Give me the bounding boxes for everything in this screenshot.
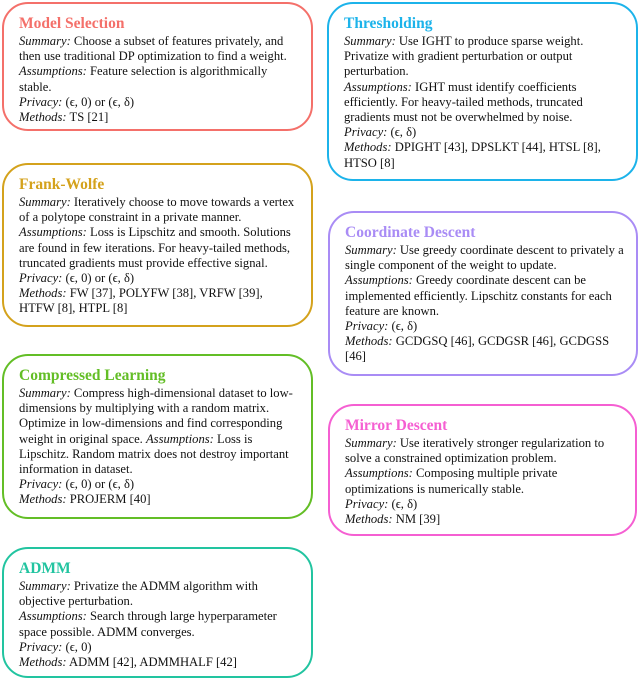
summary-text: Iteratively choose to move towards a vertex of a polytope constraint in a private manner. — [19, 195, 295, 225]
assumptions-text: Loss is Lipschitz. Random matrix does not destroy important information in dataset. — [19, 431, 289, 477]
model-selection-box — [2, 2, 313, 131]
box-title: Mirror Descent — [345, 417, 448, 434]
methods-label: Methods: — [19, 655, 67, 670]
box-title: Frank-Wolfe — [19, 176, 105, 193]
privacy-label: Privacy: — [345, 319, 389, 334]
admm-box — [2, 547, 313, 678]
frank-wolfe-box — [2, 163, 313, 327]
methods-text: NM [39] — [395, 512, 441, 527]
assumptions-text: IGHT must identify coefficients efficiently. For heavy-tailed methods, truncated gradients must not be overwhelmed by noise. — [344, 79, 583, 125]
methods-label: Methods: — [345, 512, 393, 527]
privacy-text: (ϵ, 0) or (ϵ, δ) — [65, 477, 135, 492]
box-title: Compressed Learning — [19, 367, 166, 384]
box-title: Thresholding — [344, 15, 433, 32]
privacy-label: Privacy: — [19, 271, 63, 286]
assumptions-label: Assumptions: — [145, 431, 214, 446]
privacy-text: (ϵ, 0) or (ϵ, δ) — [65, 271, 135, 286]
methods-text: GCDGSQ [46], GCDGSR [46], GCDGSS [46] — [345, 334, 610, 364]
privacy-label: Privacy: — [19, 477, 63, 492]
assumptions-label: Assumptions: — [344, 79, 412, 94]
summary-text: Privatize the ADMM algorithm with objective perturbation. — [19, 579, 258, 609]
methods-text: TS [21] — [69, 110, 109, 125]
summary-label: Summary: — [344, 34, 396, 48]
box-title: Coordinate Descent — [345, 224, 476, 241]
summary-text: Use greedy coordinate descent to privately a single component of the weight to update. — [345, 243, 624, 273]
methods-label: Methods: — [19, 492, 67, 507]
summary-label: Summary: — [19, 34, 71, 48]
methods-label: Methods: — [19, 110, 67, 125]
assumptions-text: Loss is Lipschitz and smooth. Solutions are found in few iterations. For heavy-tailed methods, truncated gradients must provide effective signal. — [19, 225, 291, 270]
summary-text: Compress high-dimensional dataset to low-dimensions by multiplying with a random matrix. Optimize in low-dimensions and find corresponding weight in original space. — [19, 386, 293, 446]
assumptions-label: Assumptions: — [19, 64, 87, 79]
methods-text: ADMM [42], ADMMHALF [42] — [69, 655, 237, 670]
assumptions-label: Assumptions: — [345, 273, 413, 288]
methods-label: Methods: — [344, 140, 392, 155]
assumptions-text: Composing multiple private optimizations is numerically stable. — [345, 466, 558, 496]
assumptions-text: Greedy coordinate descent can be implemented efficiently. Lipschitz constants for each feature are known. — [345, 273, 612, 318]
assumptions-label: Assumptions: — [345, 466, 413, 481]
methods-text: FW [37], POLYFW [38], VRFW [39], HTFW [8], HTPL [8] — [19, 286, 263, 316]
mirror-descent-box — [328, 404, 637, 536]
summary-text: Choose a subset of features privately, and then use traditional DP optimization to find a weight. — [19, 34, 287, 64]
methods-label: Methods: — [19, 286, 67, 301]
box-title: Model Selection — [19, 15, 125, 32]
assumptions-text: Search through large hyperparameter space possible. ADMM converges. — [19, 609, 277, 639]
privacy-label: Privacy: — [345, 496, 389, 511]
privacy-text: (ϵ, 0) or (ϵ, δ) — [65, 94, 135, 109]
privacy-text: (ϵ, δ) — [391, 496, 418, 511]
summary-label: Summary: — [345, 243, 397, 257]
methods-label: Methods: — [345, 334, 393, 349]
summary-label: Summary: — [19, 386, 71, 400]
methods-text: DPIGHT [43], DPSLKT [44], HTSL [8], HTSO [8] — [344, 140, 601, 170]
summary-label: Summary: — [19, 579, 71, 593]
summary-label: Summary: — [345, 436, 397, 450]
thresholding-box — [327, 2, 638, 181]
coordinate-descent-box — [328, 211, 638, 376]
summary-label: Summary: — [19, 195, 71, 209]
assumptions-label: Assumptions: — [19, 609, 87, 624]
assumptions-label: Assumptions: — [19, 225, 87, 240]
privacy-label: Privacy: — [19, 94, 63, 109]
privacy-text: (ϵ, δ) — [391, 319, 418, 334]
assumptions-text: Feature selection is algorithmically stable. — [19, 64, 268, 94]
privacy-text: (ϵ, 0) — [65, 639, 92, 654]
compressed-learning-box — [2, 354, 313, 519]
privacy-label: Privacy: — [19, 639, 63, 654]
methods-text: PROJERM [40] — [69, 492, 151, 507]
privacy-label: Privacy: — [344, 125, 388, 140]
box-title: ADMM — [19, 560, 71, 577]
summary-text: Use iteratively stronger regularization to solve a constrained optimization problem. — [345, 436, 605, 466]
summary-text: Use IGHT to produce sparse weight. Privatize with gradient perturbation or output perturbation. — [344, 34, 584, 79]
privacy-text: (ϵ, δ) — [390, 125, 417, 140]
